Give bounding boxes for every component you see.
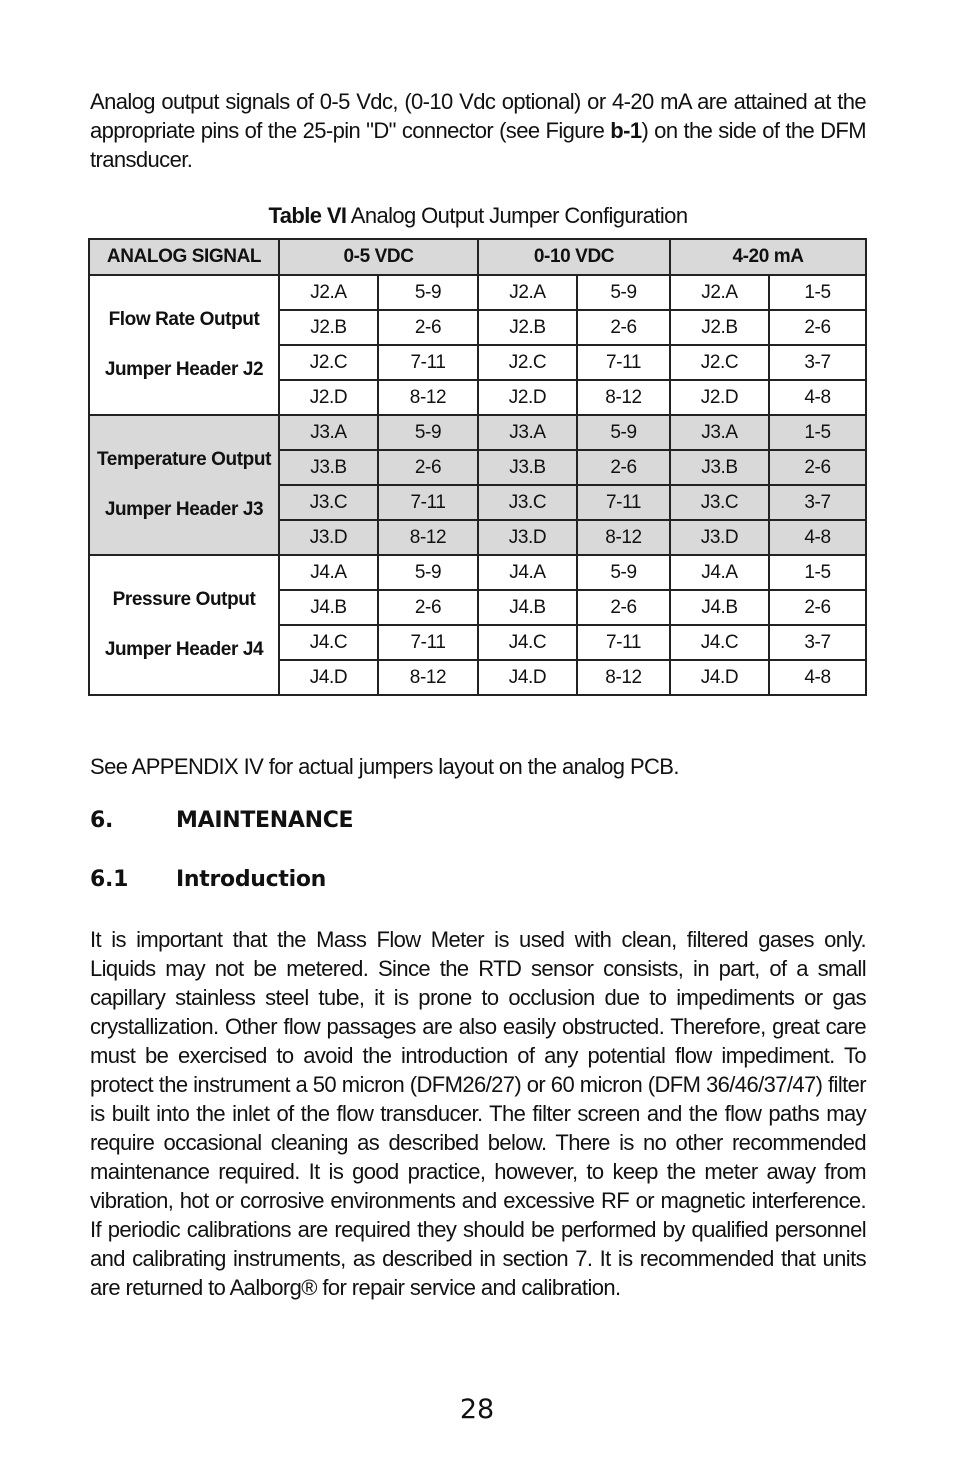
table-cell: 3-7 [769,485,866,520]
jumper-configuration-table [88,238,867,696]
table-cell: 3-7 [769,345,866,380]
table-cell: J4.A [670,555,769,590]
table-cell: 2-6 [577,450,670,485]
table-cell: J2.B [279,310,378,345]
table-cell: 1-5 [769,275,866,310]
intro-text-before: Analog output signals of 0-5 Vdc, (0-10 Vdc optional) or 4-20 mA are attained at the appropriate pins of the 25-pin "D" connector (see Figure [90,89,866,143]
subsection-title: Introduction [176,867,327,892]
table-cell: 7-11 [378,345,478,380]
table-cell: J3.D [279,520,378,555]
table-cell: J4.D [279,660,378,695]
table-cell: 1-5 [769,555,866,590]
table-cell: 8-12 [378,380,478,415]
table-cell: 2-6 [378,310,478,345]
table-cell: 8-12 [577,660,670,695]
table-cell: 2-6 [769,310,866,345]
table-row [89,555,866,590]
figure-reference: b-1 [610,118,642,143]
table-cell: J4.B [279,590,378,625]
table-cell: 5-9 [577,275,670,310]
header-0-5-vdc: 0-5 VDC [279,239,478,275]
table-cell: J2.D [670,380,769,415]
table-cell: 2-6 [378,590,478,625]
table-cell: J4.C [478,625,577,660]
header-4-20-ma: 4-20 mA [670,239,866,275]
subsection-heading [90,867,326,892]
table-cell: J4.C [670,625,769,660]
table-caption-text: Analog Output Jumper Configuration [346,203,688,228]
table-cell: 7-11 [577,485,670,520]
table-cell: J3.D [478,520,577,555]
table-cell: 4-8 [769,660,866,695]
table-cell: J3.A [478,415,577,450]
group-label-line2: Jumper Header J2 [104,359,264,380]
table-cell: J3.C [478,485,577,520]
table-cell: J4.A [478,555,577,590]
table-cell: 5-9 [378,555,478,590]
intro-text-after: ) on the side of the DFM transducer. [90,118,866,172]
table-cell: 3-7 [769,625,866,660]
header-analog-signal: ANALOG SIGNAL [89,239,279,275]
table-cell: J4.C [279,625,378,660]
table-caption-label: Table VI [268,203,347,228]
intro-paragraph [90,87,866,174]
table-header-row [89,239,866,275]
table-cell: 5-9 [378,415,478,450]
table-cell: J3.B [670,450,769,485]
row-group-label [89,415,279,555]
table-cell: J2.A [279,275,378,310]
table-cell: J2.D [478,380,577,415]
table-cell: 2-6 [577,310,670,345]
table-cell: J2.A [670,275,769,310]
table-cell: J2.C [478,345,577,380]
table-row [89,415,866,450]
table-cell: 2-6 [769,590,866,625]
table-caption [90,201,866,231]
table-cell: J4.B [670,590,769,625]
table-cell: J4.A [279,555,378,590]
table-cell: 4-8 [769,520,866,555]
table-cell: J2.A [478,275,577,310]
table-cell: J2.C [279,345,378,380]
table-cell: J3.A [279,415,378,450]
table-row [89,275,866,310]
table-cell: J4.B [478,590,577,625]
table-cell: 8-12 [378,520,478,555]
table-cell: 5-9 [378,275,478,310]
table-cell: 5-9 [577,415,670,450]
table-cell: 1-5 [769,415,866,450]
page-number: 28 [459,1394,495,1425]
table-cell: 8-12 [577,520,670,555]
table-cell: J4.D [478,660,577,695]
group-label-line2: Jumper Header J4 [104,639,264,660]
table-body [89,275,866,695]
table-cell: 2-6 [378,450,478,485]
table-cell: 7-11 [577,345,670,380]
row-group-label [89,555,279,695]
table-cell: J2.C [670,345,769,380]
section-heading [90,808,353,833]
body-paragraph: It is important that the Mass Flow Meter is used with clean, filtered gases only. Liquids may not be metered. Since the RTD sensor consists, in part, of a small capillary stainless steel tube, it is prone to occlusion due to impediments or gas crystallization. Other flow passages are also easily obstructed. Therefore, great care must be exercised to avoid the introduction of any potential flow impediment. To protect the instrument a 50 micron (DFM26/27) or 60 micron (DFM 36/46/37/47) filter is built into the inlet of the flow transducer. The filter screen and the flow paths may require occasional cleaning as described below. There is no other recommended maintenance required. It is good practice, however, to keep the meter away from vibration, hot or corrosive environments and excessive RF or magnetic interference. If periodic calibrations are required they should be performed by qualified personnel and calibrating instruments, as described in section 7. It is recommended that units are returned to Aalborg® for repair service and calibration. [90,927,866,1300]
group-label-line1: Temperature Output [96,449,271,470]
table-cell: J2.B [478,310,577,345]
table-cell: 7-11 [378,625,478,660]
table-cell: 7-11 [577,625,670,660]
table-cell: J2.D [279,380,378,415]
subsection-number: 6.1 [90,867,129,892]
table-cell: 8-12 [378,660,478,695]
table-cell: J2.B [670,310,769,345]
header-0-10-vdc: 0-10 VDC [478,239,670,275]
section-title: MAINTENANCE [176,808,354,833]
group-label-line1: Pressure Output [112,589,256,610]
table-cell: J3.B [478,450,577,485]
table-cell: J3.D [670,520,769,555]
section-number: 6. [90,808,114,833]
table-cell: J3.A [670,415,769,450]
table-cell: J3.B [279,450,378,485]
group-label-line1: Flow Rate Output [108,309,260,330]
appendix-note: See APPENDIX IV for actual jumpers layout on the analog PCB. [90,754,679,779]
table-cell: 5-9 [577,555,670,590]
row-group-label [89,275,279,415]
table-cell: J3.C [670,485,769,520]
table-cell: 8-12 [577,380,670,415]
table-cell: 7-11 [378,485,478,520]
table-cell: J3.C [279,485,378,520]
table-cell: J4.D [670,660,769,695]
table-cell: 2-6 [577,590,670,625]
table-cell: 2-6 [769,450,866,485]
group-label-line2: Jumper Header J3 [104,499,264,520]
table-cell: 4-8 [769,380,866,415]
